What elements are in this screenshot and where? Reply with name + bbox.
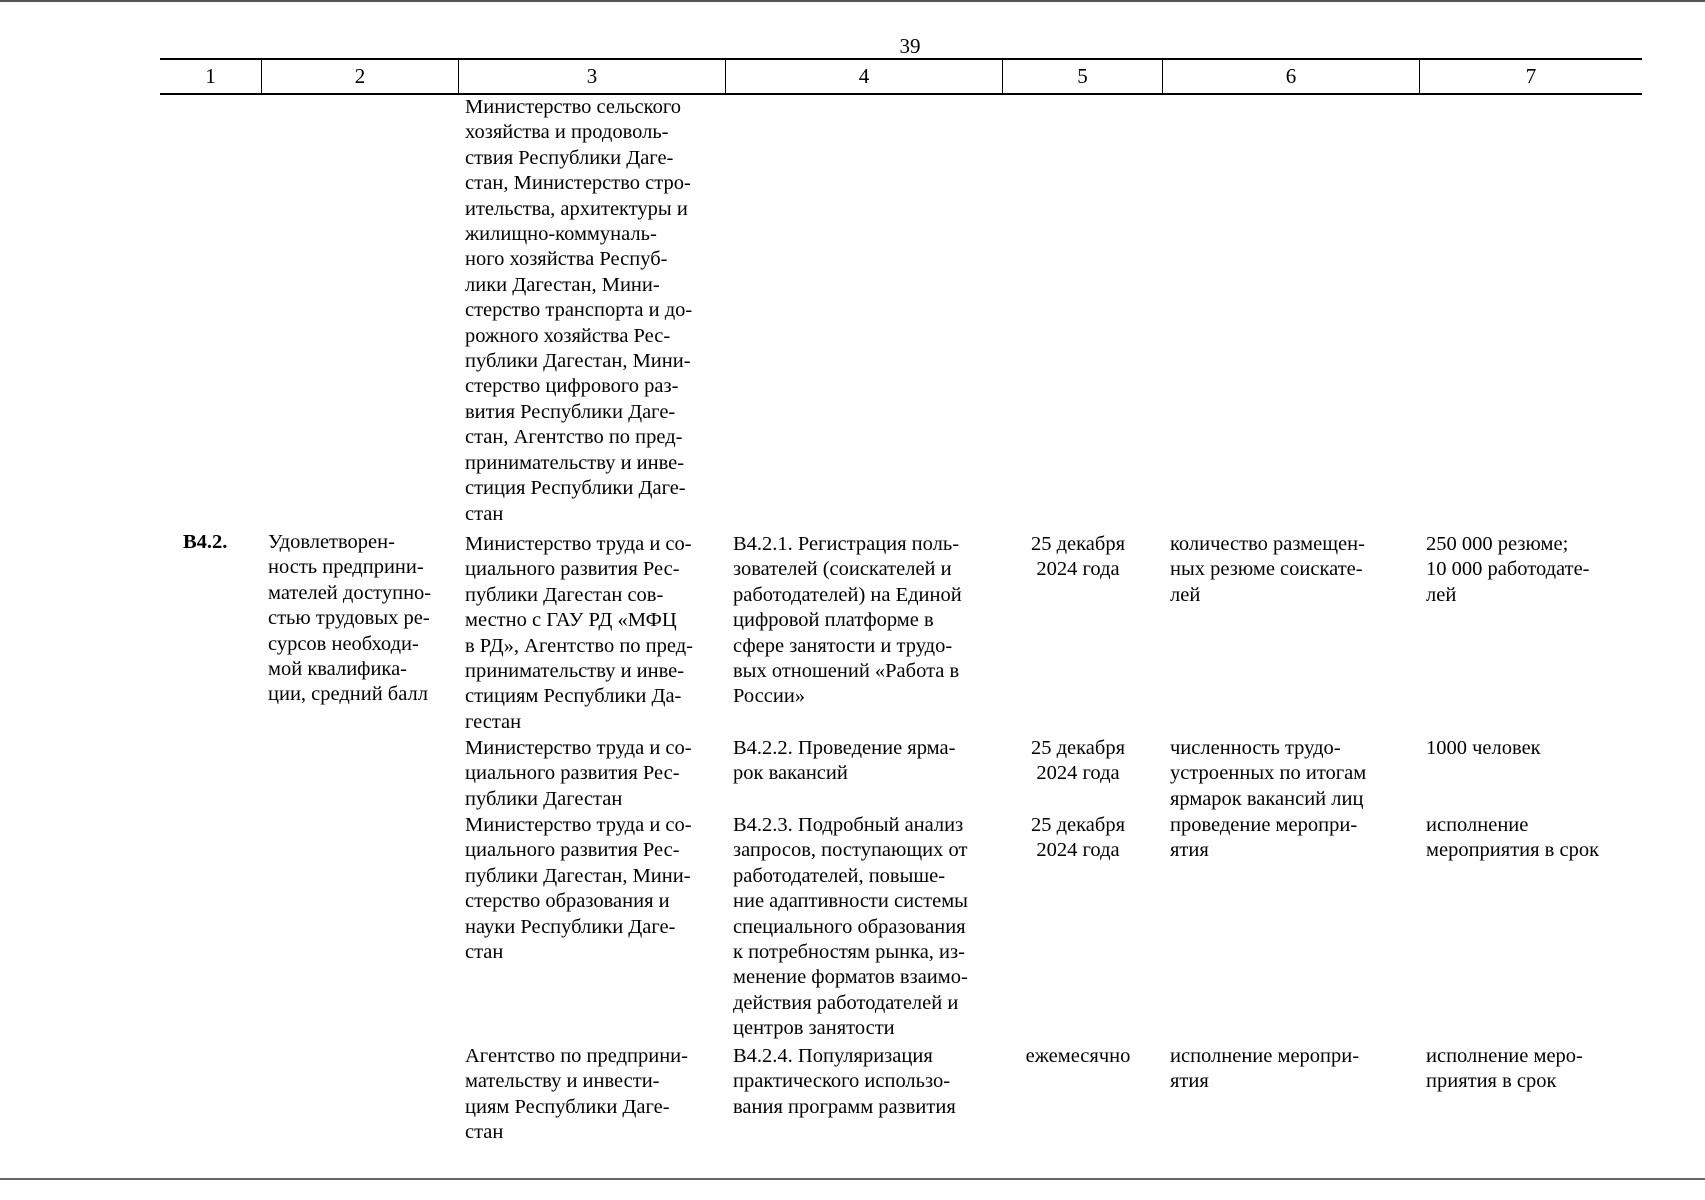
item-code: В4.2.: [183, 531, 228, 553]
row-2-indicator: численность трудо- устроенных по итогам ярмарок вакансий лиц: [1170, 737, 1367, 810]
row-2-measure: В4.2.2. Проведение ярма- рок вакансий: [733, 737, 956, 785]
row-4-deadline: ежемесячно: [1025, 1045, 1131, 1067]
row-2-deadline: 25 декабря 2024 года: [1030, 737, 1125, 785]
row-1-measure: В4.2.1. Регистрация поль- зователей (соискателей и работодателей) на Единой цифровой платформе в сфере занятости и трудо- вых отношений «Работа в России»: [733, 533, 962, 708]
page-number: 39: [899, 34, 921, 58]
row-2-value: 1000 человек: [1426, 737, 1541, 759]
header-col-7: 7: [1419, 60, 1642, 93]
row-1-executor: Министерство труда и со- циального развития Рес- публики Дагестан сов- местно с ГАУ РД «МФЦ в РД», Агентство по пред- принимательству и инве- стициям Республики Да- гестан: [465, 533, 693, 733]
header-col-1: 1: [205, 64, 216, 88]
row-1-deadline: 25 декабря 2024 года: [1030, 533, 1125, 581]
row-2-executor: Министерство труда и со- циального развития Рес- публики Дагестан: [465, 737, 692, 810]
row-3-measure: В4.2.3. Подробный анализ запросов, поступающих от работодателей, повыше- ние адаптивности системы специального образования к потребностям рынка, из- менение форматов взаимо- действия работодателей и центров занятости: [733, 814, 968, 1040]
continuation-executor: Министерство сельского хозяйства и продоволь- ствия Республики Даге- стан, Министерство стро- ительства, архитектуры и жилищно-коммуналь- ного хозяйства Респуб- лики Дагестан, Мини- стерство транспорта и до- рожного хозяйства Рес- публики Дагестан, Мини- стерство цифрового раз- вития Республики Даге- стан, Агентство по пред- принимательству и инве- стиция Республики Даге- стан: [465, 96, 693, 525]
row-3-executor: Министерство труда и со- циального развития Рес- публики Дагестан, Мини- стерство образования и науки Республики Даге- стан: [465, 814, 692, 964]
header-col-6: 6: [1162, 60, 1419, 93]
header-col-5: 5: [1002, 60, 1162, 93]
row-1-value: 250 000 резюме; 10 000 работодате- лей: [1426, 533, 1590, 606]
row-3-deadline: 25 декабря 2024 года: [1030, 814, 1125, 862]
row-4-value: исполнение меро- приятия в срок: [1426, 1045, 1583, 1093]
scan-edge-bottom: [0, 1178, 1705, 1180]
scan-edge-top: [0, 0, 1705, 2]
header-col-4: 4: [725, 60, 1002, 93]
header-col-2: 2: [261, 60, 458, 93]
header-col-3: 3: [458, 60, 725, 93]
row-1-indicator: количество размещен- ных резюме соискате- лей: [1170, 533, 1365, 606]
item-indicator: Удовлетворен- ность предприни- мателей доступно- стью трудовых ре- сурсов необходи- мой квалифика- ции, средний балл: [268, 531, 432, 706]
row-4-indicator: исполнение меропри- ятия: [1170, 1045, 1360, 1093]
table-header-row: [160, 58, 1642, 95]
row-4-executor: Агентство по предприни- мательству и инвести- циям Республики Даге- стан: [465, 1045, 688, 1144]
row-3-value: исполнение мероприятия в срок: [1426, 814, 1600, 862]
row-3-indicator: проведение меропри- ятия: [1170, 814, 1358, 862]
row-4-measure: В4.2.4. Популяризация практического использо- вания программ развития: [733, 1045, 956, 1118]
